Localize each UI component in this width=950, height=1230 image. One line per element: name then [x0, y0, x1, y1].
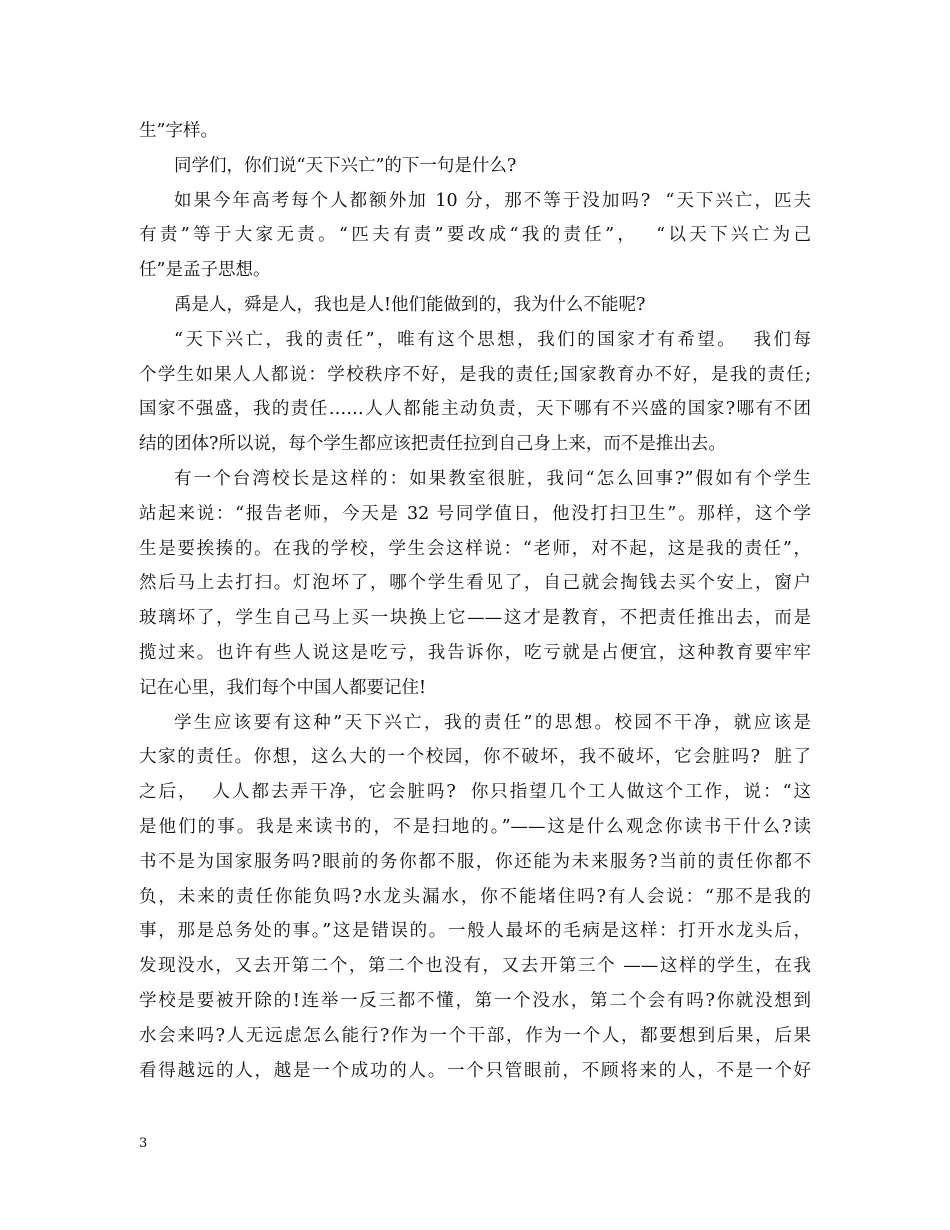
- page-number: 3: [139, 1136, 148, 1151]
- text-line: 如果今年高考每个人都额外加 10 分，那不等于没加吗? “天下兴亡，匹夫: [174, 190, 811, 211]
- text-line: 个学生如果人人都说：学校秩序不好，是我的责任;国家教育办不好，是我的责任;: [139, 364, 811, 385]
- text-line: 任”是孟子思想。: [139, 260, 271, 281]
- text-line: 有一个台湾校长是这样的：如果教室很脏，我问“怎么回事?”假如有个学生: [174, 468, 811, 489]
- text-line: 学校是要被开除的!连举一反三都不懂，第一个没水，第二个会有吗?你就没想到: [139, 990, 811, 1011]
- text-line: 负，未来的责任你能负吗?水龙头漏水，你不能堵住吗?有人会说：“那不是我的: [139, 886, 811, 907]
- text-line: 有责”等于大家无责。“匹夫有责”要改成“我的责任”， “以天下兴亡为己: [139, 225, 811, 246]
- text-line: 生是要挨揍的。在我的学校，学生会这样说：“老师，对不起，这是我的责任”，: [139, 538, 811, 559]
- text-line: 国家不强盛，我的责任……人人都能主动负责，天下哪有不兴盛的国家?哪有不团: [139, 399, 811, 420]
- text-line: 事，那是总务处的事。”这是错误的。一般人最坏的毛病是这样：打开水龙头后，: [139, 921, 811, 942]
- text-line: 书不是为国家服务吗?眼前的务你都不服，你还能为未来服务?当前的责任你都不: [139, 851, 811, 872]
- text-line: 站起来说：“报告老师，今天是 32 号同学值日，他没打扫卫生”。那样，这个学: [139, 503, 811, 524]
- text-line: 玻璃坏了，学生自己马上买一块换上它——这才是教育，不把责任推出去，而是: [139, 608, 811, 629]
- text-line: 结的团体?所以说，每个学生都应该把责任拉到自己身上来，而不是推出去。: [139, 434, 726, 455]
- text-line: “天下兴亡，我的责任”，唯有这个思想，我们的国家才有希望。 我们每: [174, 329, 811, 350]
- text-line: 是他们的事。我是来读书的，不是扫地的。”——这是什么观念你读书干什么?读: [139, 816, 811, 837]
- text-line: 同学们，你们说“天下兴亡”的下一句是什么?: [174, 155, 517, 176]
- text-line: 学生应该要有这种”天下兴亡，我的责任”的思想。校园不干净，就应该是: [174, 712, 811, 733]
- text-line: 然后马上去打扫。灯泡坏了，哪个学生看见了，自己就会掏钱去买个安上，窗户: [139, 573, 811, 594]
- text-line: 看得越远的人，越是一个成功的人。一个只管眼前，不顾将来的人，不是一个好: [139, 1060, 811, 1081]
- body-text: [139, 114, 811, 1088]
- text-line: 揽过来。也许有些人说这是吃亏，我告诉你，吃亏就是占便宜，这种教育要牢牢: [139, 642, 811, 663]
- text-line: 水会来吗?人无远虑怎么能行?作为一个干部，作为一个人，都要想到后果，后果: [139, 1025, 811, 1046]
- text-line: 禹是人，舜是人，我也是人!他们能做到的，我为什么不能呢?: [174, 294, 646, 315]
- text-line: 发现没水，又去开第二个，第二个也没有，又去开第三个 ——这样的学生，在我: [139, 956, 811, 977]
- text-line: 记在心里，我们每个中国人都要记住!: [139, 677, 427, 698]
- text-line: 大家的责任。你想，这么大的一个校园，你不破坏，我不破坏，它会脏吗? 脏了: [139, 747, 811, 768]
- text-line: 生”字样。: [139, 121, 218, 141]
- text-line: 之后， 人人都去弄干净，它会脏吗? 你只指望几个工人做这个工作，说：“这: [139, 782, 811, 803]
